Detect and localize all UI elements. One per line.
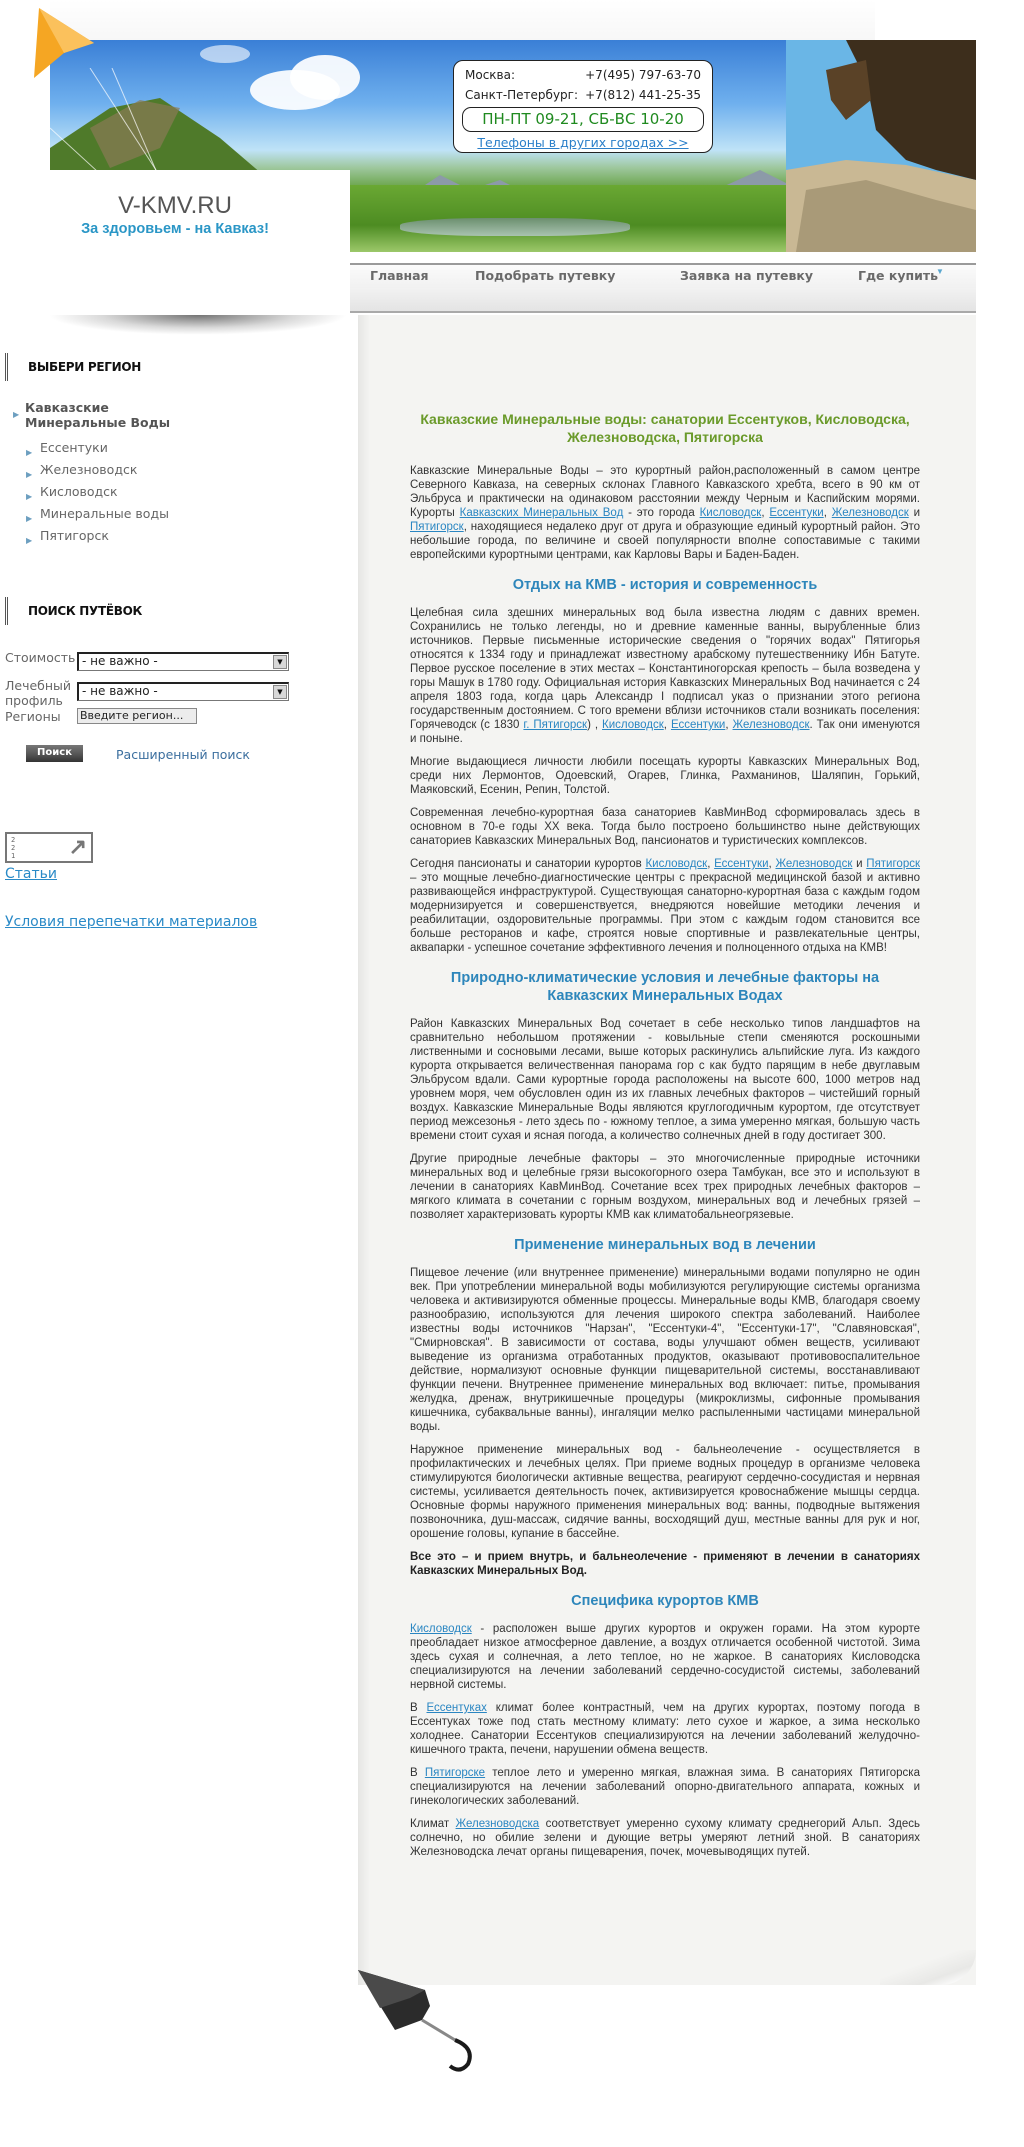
link-pyatigorsk[interactable]: г. Пятигорск xyxy=(523,719,588,731)
region-input[interactable]: Введите регион... xyxy=(77,708,197,724)
link-kislovodsk[interactable]: Кисловодск xyxy=(602,719,664,731)
link-zheleznovodsk[interactable]: Железноводск xyxy=(732,719,810,731)
profile-select-value: - не важно - xyxy=(82,684,158,698)
cost-select-value: - не важно - xyxy=(82,654,158,668)
phone-row-moscow xyxy=(465,68,701,84)
region-item[interactable] xyxy=(26,484,169,506)
article-paragraph xyxy=(410,857,920,955)
bullet-icon: ▶ xyxy=(13,410,20,419)
cost-label: Стоимость xyxy=(5,650,76,665)
visit-counter[interactable] xyxy=(5,832,93,863)
content-panel-edge xyxy=(358,315,370,1985)
article-paragraph xyxy=(410,1766,920,1808)
region-link-pyatigorsk[interactable]: Пятигорск xyxy=(40,528,109,543)
article-paragraph xyxy=(410,464,920,562)
region-heading: ВЫБЕРИ РЕГИОН xyxy=(5,353,141,381)
text: , xyxy=(823,507,832,519)
region-link-mineralnye-vody[interactable]: Минеральные воды xyxy=(40,506,169,521)
chevron-down-icon[interactable]: ▼ xyxy=(273,655,287,669)
text: В xyxy=(410,1767,425,1779)
section-heading-history: Отдых на КМВ - история и современность xyxy=(512,577,818,593)
link-kislovodsk[interactable]: Кисловодск xyxy=(410,1623,472,1635)
other-cities-phones-link[interactable]: Телефоны в других городах >> xyxy=(477,135,689,150)
working-hours: ПН-ПТ 09-21, СБ-ВС 10-20 xyxy=(462,107,704,132)
text: . Так они именуются и поныне. xyxy=(410,719,921,745)
text: соответствует умеренно сухому климату среднегорий Альп. Здесь солнечно, но обилие зелени и дующие ветры умеряют летний зной. В санаториях Железноводска лечат органы пищеварения, почек, мочевыводящих путей. xyxy=(410,1818,920,1858)
text: Сегодня пансионаты и санатории курортов xyxy=(410,858,646,870)
reprint-terms-link[interactable]: Условия перепечатки материалов xyxy=(5,914,258,930)
spb-label: Санкт-Петербург: xyxy=(465,88,579,102)
nav-item-choose-tour[interactable]: Подобрать путевку xyxy=(475,268,616,283)
link-essentuki[interactable]: Ессентуках xyxy=(426,1702,487,1714)
article-paragraph: Наружное применение минеральных вод - бальнеолечение - осуществляется в профилактических и лечебных целях. При приеме водных процедур в организме человека стимулируются биологически активные вещества, реагируют сердечно-сосудистая и нервная системы, усиливается деятельность почек, активизируется кровоснабжение мышцы сердца. Основные формы наружного применения минеральных вод: ванны, подводные вытяжения позвоночника, душ-массаж, сидячие ванны, восходящий душ, местные ванны для рук и ног, орошение головы, купание в бассейне. xyxy=(410,1444,920,1540)
dropdown-arrow-icon[interactable]: ▼ xyxy=(936,267,944,276)
phone-row-spb xyxy=(465,88,701,104)
logo-shadow xyxy=(48,315,348,335)
nav-subbar xyxy=(350,288,976,313)
contact-box xyxy=(453,60,713,153)
text: , xyxy=(761,507,770,519)
text: и xyxy=(852,858,867,870)
search-heading: ПОИСК ПУТЁВОК xyxy=(5,597,142,625)
pond xyxy=(400,218,630,236)
text: Целебная сила здешних минеральных вод была известна людям с давних времен. Сохранились не только легенды, но и древние каменные ванны, вырубленные близ источников. Первые письменные исторические сведения о "горячих водах" Пятигорья относятся к 1334 году и принадлежат известному арабскому путешественнику Ибн Батуте. Первое русское поселение в этих местах – Константиногорская крепость – была возведена у горы Машук в 1780 году. Официальная история Кавказских Минеральных Вод начинается с 24 апреля 1803 года, когда царь Александр I подписал указ о признании этого региона государственным достоянием. С того времени вблизи источников стали возникать поселения: Горячеводск (с 1830 xyxy=(410,607,920,731)
link-essentuki[interactable]: Ессентуки xyxy=(769,507,824,519)
text: , находящиеся недалеко друг от друга и образующие единый курортный район. Это небольшие города, по величине и своей популярности вполне сопоставимые с такими европейскими курортными центрами, как Карловы Вары и Баден-Баден. xyxy=(410,521,920,561)
article-paragraph-bold xyxy=(410,1550,920,1578)
profile-label-line2: профиль xyxy=(5,693,63,708)
text: Климат xyxy=(410,1818,456,1830)
text: , xyxy=(707,858,715,870)
text: , xyxy=(768,858,776,870)
section-heading-use: Применение минеральных вод в лечении xyxy=(514,1237,816,1253)
link-essentuki[interactable]: Ессентуки xyxy=(670,719,726,731)
advanced-search-link[interactable]: Расширенный поиск xyxy=(116,747,250,762)
chevron-down-icon[interactable]: ▼ xyxy=(273,685,287,699)
link-kislovodsk[interactable]: Кисловодск xyxy=(645,858,708,870)
section-heading-specific: Специфика курортов КМВ xyxy=(571,1593,759,1609)
profile-label-line1: Лечебный xyxy=(5,678,72,693)
kite-logo-icon xyxy=(34,8,104,88)
site-title[interactable]: V-KMV.RU xyxy=(118,192,232,219)
link-zheleznovodsk[interactable]: Железноводска xyxy=(455,1818,540,1830)
logo-panel xyxy=(0,170,350,315)
search-button[interactable]: Поиск xyxy=(26,745,83,762)
nav-item-where-to-buy[interactable]: Где купить xyxy=(858,268,939,283)
nav-item-tour-request[interactable]: Заявка на путевку xyxy=(680,268,813,283)
region-link-essentuki[interactable]: Ессентуки xyxy=(40,440,108,455)
region-list xyxy=(26,440,169,550)
umbrella-icon xyxy=(350,1968,510,2078)
link-kmv[interactable]: Кавказских Минеральных Вод xyxy=(459,507,624,519)
text: ) , xyxy=(587,719,603,731)
main-nav xyxy=(350,263,976,313)
cost-select[interactable] xyxy=(77,652,289,671)
text: , xyxy=(725,719,733,731)
article-paragraph xyxy=(410,606,920,746)
spb-phone[interactable]: +7(812) 441-25-35 xyxy=(585,88,701,102)
link-pyatigorsk[interactable]: Пятигорск xyxy=(866,858,920,870)
article-paragraph: Пищевое лечение (или внутреннее применение) минеральными водами популярно не один век. При употреблении минеральной воды мобилизуются регулирующие системы организма человека и активизируются обменные процессы. Минеральные воды КМВ, благодаря своему разнообразию, используются для лечения широкого спектра заболеваний. Наиболее известны воды источников "Нарзан", "Ессентуки-4", "Ессентуки-17", "Славяновская", "Смирновская". В зависимости от состава, воды улучшают обмен веществ, усиливают выведение из организма отработанных продуктов, оказывают противовоспалительное действие, нормализуют основные функции пищеварительной системы, восстанавливают функции печени. Внутреннее применение минеральных вод включает: питье, промывания желудка, дренаж, внутрикишечные процедуры (микроклизмы, сифонные промывания кишечника, субаквальные ванны), ингаляции мелко распыленными частицами минеральной воды. xyxy=(410,1267,920,1433)
section-heading-climate: Природно-климатические условия и лечебные факторы на Кавказских Минеральных Водах xyxy=(450,970,880,1004)
link-zheleznovodsk[interactable]: Железноводск xyxy=(831,507,909,519)
moscow-label: Москва: xyxy=(465,68,516,82)
eagle-statue-image xyxy=(786,40,976,252)
site-slogan: За здоровьем - на Кавказ! xyxy=(81,221,269,237)
text: В xyxy=(410,1702,427,1714)
text: – это мощные лечебно-диагностические центры с прекрасной медицинской базой и активно развивающейся инфраструктурой. Существующая санаторно-курортная база с каждым годом модернизируется и совершенствуется, внедряются новейшие методики лечения и реабилитации, оздоровительные программы. При этом с каждым годом становится все больше ресторанов и кафе, строятся новые спортивные и развлекательные центры, аквапарки - успешное сочетание эффективного лечения и полноценного отдыха на КМВ! xyxy=(410,872,920,954)
bullet-icon: ▶ xyxy=(26,514,33,523)
link-essentuki[interactable]: Ессентуки xyxy=(714,858,769,870)
nav-item-home[interactable]: Главная xyxy=(370,268,429,283)
article-paragraph xyxy=(410,1622,920,1692)
text: и xyxy=(908,507,921,519)
region-link-kislovodsk[interactable]: Кисловодск xyxy=(40,484,118,499)
counter-digits: 221 xyxy=(11,836,16,860)
link-zheleznovodsk[interactable]: Железноводск xyxy=(775,858,853,870)
articles-link[interactable]: Статьи xyxy=(5,866,58,882)
text: , xyxy=(663,719,671,731)
link-kislovodsk[interactable]: Кисловодск xyxy=(699,507,762,519)
cloud xyxy=(200,45,250,63)
link-pyatigorsk[interactable]: Пятигорске xyxy=(424,1767,486,1779)
region-item[interactable] xyxy=(26,506,169,528)
text: климат более контрастный, чем на других курортах, поэтому погода в Ессентуках тоже под стать местному климату: лето сухое и жаркое, а зима несколько холоднее. Санатории Ессентуков специализируются на лечении заболеваний желудочно-кишечного тракта, печени, нарушении обмена веществ. xyxy=(410,1702,920,1756)
bullet-icon: ▶ xyxy=(26,536,33,545)
bold-summary: Все это – и прием внутрь, и бальнеолечение - применяют в лечении в санаториях Кавказских Минеральных Вод. xyxy=(410,1551,920,1577)
link-pyatigorsk[interactable]: Пятигорск xyxy=(410,521,464,533)
article-paragraph: Район Кавказских Минеральных Вод сочетает в себе несколько типов ландшафтов на сравнительно небольшом протяжении - ковыльные степи сменяются роскошными лиственными и сосновыми лесами, выше которых раскинулись альпийские луга. Из каждого курорта открывается величественная панорама гор с как будто парящим в небе двуглавым Эльбрусом вдали. Сами курортные города расположены на высоте 600, 1000 метров над уровнем моря, чем обусловлен один из их главных лечебных факторов – чистейший горный воздух. Кавказские Минеральные Воды являются круглогодичным курортом, где отсутствует период межсезонья - лето здесь по - южному теплое, а зима умеренно мягкая, большую часть времени стоит сухая и ясная погода, а количество солнечных дней в году достигает 300. xyxy=(410,1018,920,1142)
moscow-phone[interactable]: +7(495) 797-63-70 xyxy=(585,68,701,82)
article-paragraph: Современная лечебно-курортная база санаториев КавМинВод сформировалась здесь в основном в 70-е годы XX века. Тогда было построено большинство ныне действующих санаториев Кавказских Минеральных Вод, пансионатов и туристических комплексов. xyxy=(410,807,920,847)
article xyxy=(410,410,920,1868)
article-paragraph: Многие выдающиеся личности любили посещать курорты Кавказских Минеральных Вод, среди них Лермонтов, Одоевский, Огарев, Глинка, Рахманинов, Шаляпин, Горький, Маяковский, Есенин, Репин, Толстой. xyxy=(410,756,920,796)
article-paragraph xyxy=(410,1701,920,1757)
text: теплое лето и умеренно мягкая, влажная зима. В санаториях Пятигорска специализируются на лечении заболеваний опорно-двигательного аппарата, кожных и гинекологических заболеваний. xyxy=(410,1767,920,1807)
text: Кавказские Минеральные Воды – это курортный район,расположенный в самом центре Северного Кавказа, на северных склонах Главного Кавказского хребта, всего в 90 км от Эльбруса и практически на одинаковом расстоянии между Черным и Каспийским морями. Курорты xyxy=(410,465,920,519)
regions-label: Регионы xyxy=(5,709,61,724)
nav-bar xyxy=(350,263,976,288)
bullet-icon: ▶ xyxy=(26,470,33,479)
article-title: Кавказские Минеральные воды: санатории Ессентуков, Кисловодска, Железноводска, Пятигорска xyxy=(420,411,910,445)
profile-select[interactable] xyxy=(77,682,289,701)
bullet-icon: ▶ xyxy=(26,492,33,501)
article-paragraph: Другие природные лечебные факторы – это многочисленные природные источники минеральных вод и целебные грязи высокогорного озера Тамбукан, все это и используют в лечении в санаториях КавМинВод. Сочетание всех трех природных лечебных факторов – мягкого климата в сочетании с горным воздухом, минеральных вод и лечебных грязей – позволяет характеризовать курорты КМВ как климатобальнеогрязевые. xyxy=(410,1153,920,1221)
region-item[interactable] xyxy=(26,528,169,550)
region-link-zheleznovodsk[interactable]: Железноводск xyxy=(40,462,138,477)
top-band xyxy=(50,0,875,40)
arrow-up-right-icon: ↗ xyxy=(68,834,87,859)
profile-label xyxy=(5,678,71,708)
bullet-icon: ▶ xyxy=(26,448,33,457)
article-paragraph xyxy=(410,1817,920,1859)
text: - расположен выше других курортов и окружен горами. На этом курорте преобладает низкое атмосферное давление, а воздух отличается особенной чистотой. Зима здесь сухая и солнечная, а лето теплое, но не жаркое. В санаториях Кисловодска специализируются на лечении заболеваний сердечно-сосудистой системы, заболеваний нервной системы. xyxy=(410,1623,920,1691)
region-main-link[interactable]: Кавказские Минеральные Воды xyxy=(25,400,171,430)
region-item[interactable] xyxy=(26,440,169,462)
text: - это города xyxy=(623,507,700,519)
region-item[interactable] xyxy=(26,462,169,484)
